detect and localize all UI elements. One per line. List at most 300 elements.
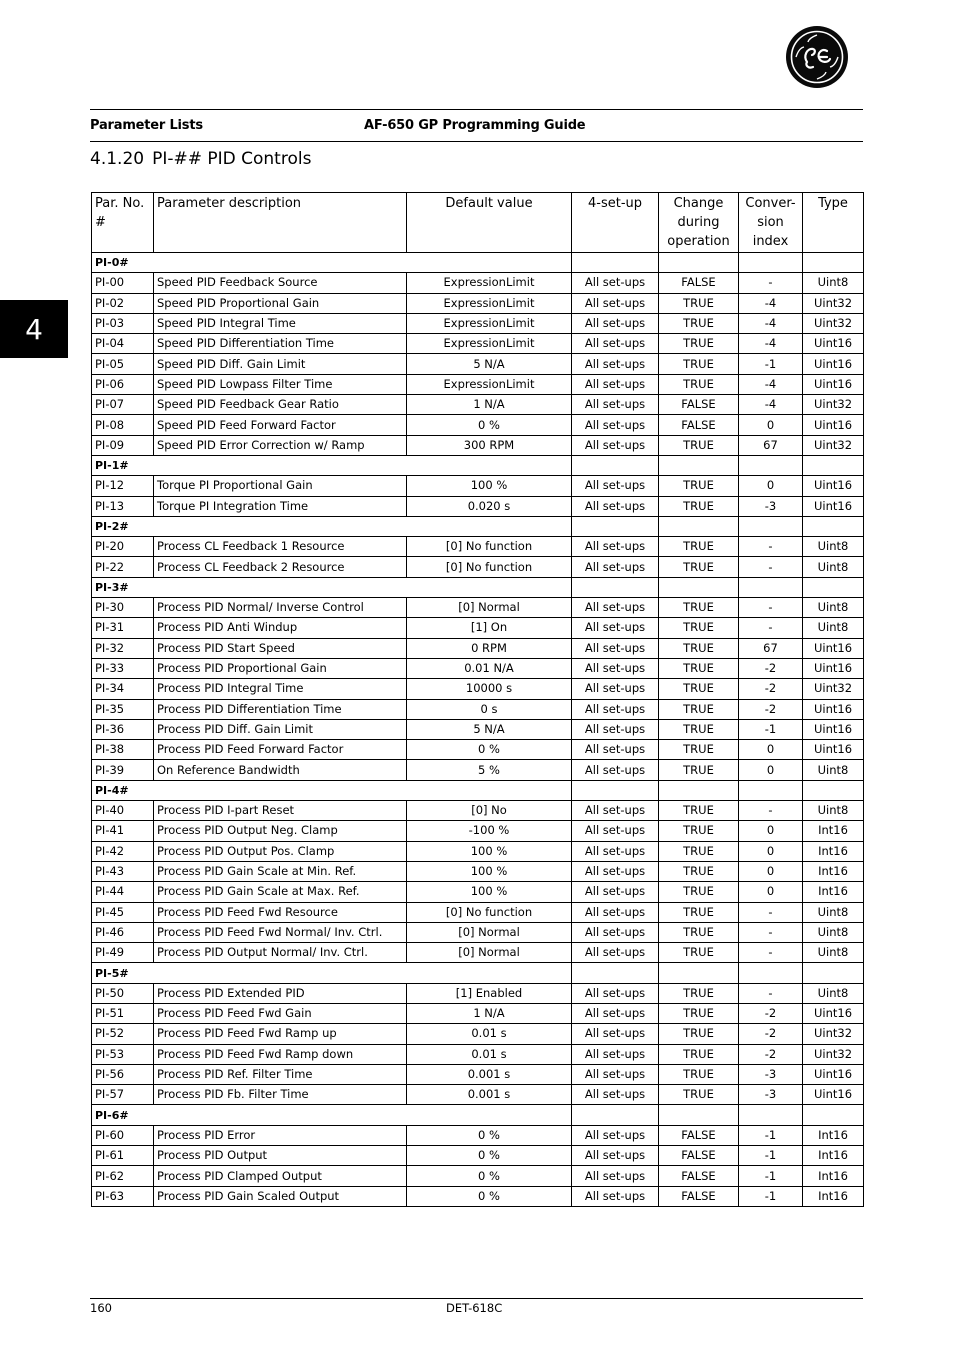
group-empty-cell — [572, 253, 659, 273]
table-cell: Uint16 — [803, 658, 864, 678]
table-row — [92, 1085, 864, 1105]
table-row — [92, 861, 864, 881]
table-header-row — [92, 193, 864, 253]
table-row — [92, 313, 864, 333]
table-cell: Uint16 — [803, 415, 864, 435]
group-row — [92, 780, 864, 800]
table-cell: PI-44 — [92, 882, 154, 902]
table-cell: All set-ups — [572, 841, 659, 861]
group-label: PI-1# — [92, 455, 572, 475]
table-cell: -4 — [739, 395, 803, 415]
table-cell: Uint16 — [803, 354, 864, 374]
table-cell: - — [739, 902, 803, 922]
table-row — [92, 1003, 864, 1023]
table-cell: TRUE — [659, 760, 739, 780]
table-cell: All set-ups — [572, 496, 659, 516]
table-cell: TRUE — [659, 618, 739, 638]
table-cell: Speed PID Integral Time — [154, 313, 407, 333]
table-cell: [0] Normal — [407, 943, 572, 963]
table-cell: Process PID Gain Scale at Max. Ref. — [154, 882, 407, 902]
table-cell: 5 % — [407, 760, 572, 780]
table-cell: TRUE — [659, 983, 739, 1003]
table-row — [92, 841, 864, 861]
table-cell: TRUE — [659, 313, 739, 333]
table-cell: Process PID Output — [154, 1146, 407, 1166]
table-row — [92, 801, 864, 821]
group-row — [92, 516, 864, 536]
table-cell: [0] Normal — [407, 922, 572, 942]
table-cell: All set-ups — [572, 557, 659, 577]
table-cell: TRUE — [659, 699, 739, 719]
table-cell: 5 N/A — [407, 719, 572, 739]
group-empty-cell — [803, 577, 864, 597]
table-cell: All set-ups — [572, 354, 659, 374]
table-cell: Uint32 — [803, 435, 864, 455]
group-row — [92, 455, 864, 475]
group-label: PI-6# — [92, 1105, 572, 1125]
header-guide-title: AF-650 GP Programming Guide — [364, 118, 586, 133]
group-empty-cell — [803, 780, 864, 800]
group-empty-cell — [739, 780, 803, 800]
table-cell: Process CL Feedback 1 Resource — [154, 537, 407, 557]
table-row — [92, 1044, 864, 1064]
table-cell: - — [739, 618, 803, 638]
table-cell: 300 RPM — [407, 435, 572, 455]
group-empty-cell — [659, 780, 739, 800]
table-cell: - — [739, 801, 803, 821]
table-cell: TRUE — [659, 841, 739, 861]
table-cell: Uint8 — [803, 801, 864, 821]
table-cell: Process PID Gain Scaled Output — [154, 1186, 407, 1206]
table-cell: Process PID Fb. Filter Time — [154, 1085, 407, 1105]
table-row — [92, 922, 864, 942]
table-cell: Speed PID Diff. Gain Limit — [154, 354, 407, 374]
table-cell: PI-46 — [92, 922, 154, 942]
table-cell: Process CL Feedback 2 Resource — [154, 557, 407, 577]
table-cell: Int16 — [803, 841, 864, 861]
table-cell: 100 % — [407, 882, 572, 902]
table-cell: Uint8 — [803, 922, 864, 942]
table-cell: -2 — [739, 679, 803, 699]
table-cell: All set-ups — [572, 638, 659, 658]
table-cell: ExpressionLimit — [407, 293, 572, 313]
table-row — [92, 476, 864, 496]
table-cell: All set-ups — [572, 943, 659, 963]
table-row — [92, 983, 864, 1003]
table-cell: TRUE — [659, 496, 739, 516]
table-cell: Int16 — [803, 861, 864, 881]
table-cell: All set-ups — [572, 740, 659, 760]
column-header: Conver-sion index — [739, 193, 803, 253]
header-section: Parameter Lists — [90, 118, 203, 133]
table-cell: PI-40 — [92, 801, 154, 821]
table-cell: -4 — [739, 374, 803, 394]
table-cell: Uint32 — [803, 293, 864, 313]
table-cell: PI-02 — [92, 293, 154, 313]
table-cell: All set-ups — [572, 1186, 659, 1206]
table-cell: TRUE — [659, 476, 739, 496]
table-cell: PI-63 — [92, 1186, 154, 1206]
table-row — [92, 821, 864, 841]
table-cell: TRUE — [659, 1024, 739, 1044]
table-cell: -2 — [739, 658, 803, 678]
table-cell: FALSE — [659, 1186, 739, 1206]
table-row — [92, 699, 864, 719]
table-cell: 0.01 N/A — [407, 658, 572, 678]
table-cell: Process PID Feed Fwd Ramp down — [154, 1044, 407, 1064]
table-cell: Uint32 — [803, 1044, 864, 1064]
table-row — [92, 882, 864, 902]
group-label: PI-4# — [92, 780, 572, 800]
group-empty-cell — [739, 1105, 803, 1125]
table-cell: Int16 — [803, 1146, 864, 1166]
table-cell: Process PID Proportional Gain — [154, 658, 407, 678]
table-row — [92, 374, 864, 394]
table-cell: FALSE — [659, 1125, 739, 1145]
group-empty-cell — [572, 780, 659, 800]
group-empty-cell — [739, 577, 803, 597]
table-cell: Uint16 — [803, 374, 864, 394]
table-cell: -4 — [739, 334, 803, 354]
table-cell: PI-20 — [92, 537, 154, 557]
table-cell: 0 — [739, 760, 803, 780]
table-cell: PI-49 — [92, 943, 154, 963]
table-cell: Uint16 — [803, 334, 864, 354]
table-row — [92, 1064, 864, 1084]
table-cell: Speed PID Feedback Source — [154, 273, 407, 293]
table-cell: - — [739, 943, 803, 963]
table-cell: 67 — [739, 435, 803, 455]
table-cell: -3 — [739, 496, 803, 516]
table-cell: Uint32 — [803, 313, 864, 333]
table-cell: Uint32 — [803, 1024, 864, 1044]
section-number: 4.1.20 — [90, 149, 145, 169]
table-cell: TRUE — [659, 1003, 739, 1023]
table-cell: 0 — [739, 841, 803, 861]
group-empty-cell — [803, 963, 864, 983]
table-cell: -4 — [739, 313, 803, 333]
table-cell: Process PID Anti Windup — [154, 618, 407, 638]
table-cell: -1 — [739, 1166, 803, 1186]
table-cell: - — [739, 598, 803, 618]
group-empty-cell — [659, 253, 739, 273]
table-cell: TRUE — [659, 658, 739, 678]
table-cell: TRUE — [659, 679, 739, 699]
table-cell: TRUE — [659, 537, 739, 557]
document-code: DET-618C — [446, 1301, 503, 1315]
column-header: Par. No. # — [92, 193, 154, 253]
table-cell: Uint8 — [803, 983, 864, 1003]
table-row — [92, 1146, 864, 1166]
group-empty-cell — [803, 1105, 864, 1125]
column-header: Parameter description — [154, 193, 407, 253]
table-cell: Uint8 — [803, 598, 864, 618]
table-row — [92, 1166, 864, 1186]
table-cell: 0 — [739, 821, 803, 841]
table-cell: PI-53 — [92, 1044, 154, 1064]
table-row — [92, 1125, 864, 1145]
table-cell: Uint32 — [803, 679, 864, 699]
table-cell: 0.001 s — [407, 1085, 572, 1105]
table-cell: 0 % — [407, 1166, 572, 1186]
table-cell: TRUE — [659, 293, 739, 313]
table-cell: [0] Normal — [407, 598, 572, 618]
table-cell: 0 % — [407, 415, 572, 435]
table-cell: PI-50 — [92, 983, 154, 1003]
group-label: PI-0# — [92, 253, 572, 273]
ge-logo — [786, 26, 848, 88]
table-cell: Uint16 — [803, 699, 864, 719]
table-cell: 1 N/A — [407, 395, 572, 415]
table-cell: ExpressionLimit — [407, 313, 572, 333]
table-row — [92, 334, 864, 354]
table-cell: All set-ups — [572, 476, 659, 496]
table-cell: Uint8 — [803, 943, 864, 963]
table-cell: - — [739, 557, 803, 577]
table-cell: Uint16 — [803, 476, 864, 496]
table-cell: TRUE — [659, 435, 739, 455]
group-row — [92, 1105, 864, 1125]
table-cell: All set-ups — [572, 983, 659, 1003]
table-cell: PI-42 — [92, 841, 154, 861]
table-cell: Process PID Clamped Output — [154, 1166, 407, 1186]
table-cell: All set-ups — [572, 1166, 659, 1186]
table-cell: 0 % — [407, 740, 572, 760]
table-cell: Speed PID Feed Forward Factor — [154, 415, 407, 435]
table-cell: Process PID Feed Fwd Gain — [154, 1003, 407, 1023]
group-empty-cell — [659, 577, 739, 597]
group-empty-cell — [803, 516, 864, 536]
table-cell: 0 s — [407, 699, 572, 719]
table-cell: PI-03 — [92, 313, 154, 333]
group-empty-cell — [803, 253, 864, 273]
table-cell: Int16 — [803, 1166, 864, 1186]
table-cell: All set-ups — [572, 760, 659, 780]
table-cell: Uint8 — [803, 273, 864, 293]
group-empty-cell — [739, 963, 803, 983]
table-cell: All set-ups — [572, 435, 659, 455]
table-cell: FALSE — [659, 395, 739, 415]
table-cell: Uint8 — [803, 902, 864, 922]
table-cell: 0 RPM — [407, 638, 572, 658]
table-row — [92, 273, 864, 293]
table-body — [92, 253, 864, 1207]
table-cell: All set-ups — [572, 1024, 659, 1044]
table-cell: TRUE — [659, 374, 739, 394]
table-cell: TRUE — [659, 1044, 739, 1064]
table-cell: PI-30 — [92, 598, 154, 618]
table-cell: [0] No function — [407, 537, 572, 557]
table-row — [92, 638, 864, 658]
table-cell: Uint8 — [803, 557, 864, 577]
group-empty-cell — [572, 963, 659, 983]
table-cell: -1 — [739, 1146, 803, 1166]
group-empty-cell — [572, 516, 659, 536]
table-row — [92, 902, 864, 922]
table-cell: All set-ups — [572, 1044, 659, 1064]
table-cell: Speed PID Differentiation Time — [154, 334, 407, 354]
table-row — [92, 435, 864, 455]
table-cell: -1 — [739, 354, 803, 374]
table-cell: PI-31 — [92, 618, 154, 638]
table-cell: FALSE — [659, 1166, 739, 1186]
table-cell: All set-ups — [572, 618, 659, 638]
table-cell: Process PID Normal/ Inverse Control — [154, 598, 407, 618]
table-row — [92, 943, 864, 963]
table-cell: Process PID Gain Scale at Min. Ref. — [154, 861, 407, 881]
table-cell: All set-ups — [572, 1064, 659, 1084]
table-cell: Uint16 — [803, 740, 864, 760]
table-cell: 0.001 s — [407, 1064, 572, 1084]
table-cell: PI-34 — [92, 679, 154, 699]
table-cell: 0 % — [407, 1146, 572, 1166]
group-label: PI-2# — [92, 516, 572, 536]
table-cell: All set-ups — [572, 1085, 659, 1105]
table-cell: All set-ups — [572, 658, 659, 678]
table-cell: [0] No function — [407, 557, 572, 577]
page-number: 160 — [90, 1301, 112, 1315]
table-cell: -100 % — [407, 821, 572, 841]
table-cell: All set-ups — [572, 719, 659, 739]
table-cell: PI-62 — [92, 1166, 154, 1186]
table-cell: All set-ups — [572, 395, 659, 415]
table-cell: Process PID Extended PID — [154, 983, 407, 1003]
table-cell: -2 — [739, 699, 803, 719]
table-cell: PI-32 — [92, 638, 154, 658]
group-empty-cell — [572, 455, 659, 475]
table-cell: PI-45 — [92, 902, 154, 922]
table-row — [92, 658, 864, 678]
table-cell: Speed PID Feedback Gear Ratio — [154, 395, 407, 415]
table-cell: Int16 — [803, 882, 864, 902]
table-cell: Uint8 — [803, 537, 864, 557]
table-cell: FALSE — [659, 1146, 739, 1166]
section-title — [90, 149, 311, 169]
table-cell: All set-ups — [572, 902, 659, 922]
table-cell: PI-13 — [92, 496, 154, 516]
table-cell: All set-ups — [572, 273, 659, 293]
header-rule-top — [90, 109, 863, 110]
table-row — [92, 537, 864, 557]
table-row — [92, 415, 864, 435]
column-header: Type — [803, 193, 864, 253]
table-cell: TRUE — [659, 598, 739, 618]
table-cell: Process PID Error — [154, 1125, 407, 1145]
table-cell: FALSE — [659, 415, 739, 435]
table-cell: All set-ups — [572, 334, 659, 354]
table-cell: 0.01 s — [407, 1044, 572, 1064]
table-cell: Uint16 — [803, 1064, 864, 1084]
table-cell: All set-ups — [572, 821, 659, 841]
table-cell: 1 N/A — [407, 1003, 572, 1023]
column-header: Change during operation — [659, 193, 739, 253]
table-cell: Uint16 — [803, 1085, 864, 1105]
table-cell: 67 — [739, 638, 803, 658]
table-cell: Process PID Ref. Filter Time — [154, 1064, 407, 1084]
table-cell: PI-60 — [92, 1125, 154, 1145]
group-empty-cell — [739, 455, 803, 475]
table-cell: -1 — [739, 1125, 803, 1145]
table-cell: PI-08 — [92, 415, 154, 435]
table-cell: TRUE — [659, 922, 739, 942]
table-cell: TRUE — [659, 1085, 739, 1105]
table-cell: - — [739, 537, 803, 557]
table-cell: 100 % — [407, 476, 572, 496]
table-row — [92, 1186, 864, 1206]
table-cell: 100 % — [407, 861, 572, 881]
table-cell: TRUE — [659, 882, 739, 902]
table-cell: All set-ups — [572, 801, 659, 821]
table-cell: All set-ups — [572, 415, 659, 435]
table-cell: 0.020 s — [407, 496, 572, 516]
table-cell: -3 — [739, 1064, 803, 1084]
group-label: PI-3# — [92, 577, 572, 597]
parameter-table — [91, 192, 864, 1207]
table-cell: TRUE — [659, 943, 739, 963]
table-cell: All set-ups — [572, 598, 659, 618]
group-empty-cell — [659, 455, 739, 475]
table-cell: TRUE — [659, 354, 739, 374]
group-empty-cell — [572, 1105, 659, 1125]
table-cell: All set-ups — [572, 1125, 659, 1145]
table-cell: 0 — [739, 861, 803, 881]
table-cell: -2 — [739, 1024, 803, 1044]
table-cell: Speed PID Lowpass Filter Time — [154, 374, 407, 394]
table-cell: TRUE — [659, 861, 739, 881]
table-cell: -1 — [739, 719, 803, 739]
table-cell: Uint16 — [803, 638, 864, 658]
table-cell: Int16 — [803, 1125, 864, 1145]
table-cell: PI-56 — [92, 1064, 154, 1084]
table-cell: [0] No — [407, 801, 572, 821]
table-cell: TRUE — [659, 334, 739, 354]
table-cell: 0 — [739, 882, 803, 902]
table-cell: 0.01 s — [407, 1024, 572, 1044]
footer-rule — [90, 1298, 863, 1299]
table-cell: Process PID Feed Fwd Normal/ Inv. Ctrl. — [154, 922, 407, 942]
table-cell: TRUE — [659, 801, 739, 821]
table-cell: Torque PI Proportional Gain — [154, 476, 407, 496]
table-cell: 5 N/A — [407, 354, 572, 374]
table-cell: PI-35 — [92, 699, 154, 719]
table-cell: TRUE — [659, 902, 739, 922]
table-cell: ExpressionLimit — [407, 334, 572, 354]
table-cell: Speed PID Error Correction w/ Ramp — [154, 435, 407, 455]
group-row — [92, 963, 864, 983]
table-cell: PI-43 — [92, 861, 154, 881]
table-cell: PI-36 — [92, 719, 154, 739]
table-cell: [0] No function — [407, 902, 572, 922]
table-cell: PI-09 — [92, 435, 154, 455]
table-cell: Uint16 — [803, 1003, 864, 1023]
table-cell: - — [739, 922, 803, 942]
table-cell: All set-ups — [572, 699, 659, 719]
table-cell: [1] Enabled — [407, 983, 572, 1003]
table-cell: PI-04 — [92, 334, 154, 354]
group-row — [92, 253, 864, 273]
table-cell: PI-05 — [92, 354, 154, 374]
table-cell: PI-22 — [92, 557, 154, 577]
table-cell: On Reference Bandwidth — [154, 760, 407, 780]
table-cell: PI-57 — [92, 1085, 154, 1105]
table-cell: Process PID Output Pos. Clamp — [154, 841, 407, 861]
table-cell: ExpressionLimit — [407, 374, 572, 394]
group-empty-cell — [659, 516, 739, 536]
table-cell: All set-ups — [572, 922, 659, 942]
table-cell: -3 — [739, 1085, 803, 1105]
table-cell: PI-33 — [92, 658, 154, 678]
table-cell: All set-ups — [572, 1146, 659, 1166]
